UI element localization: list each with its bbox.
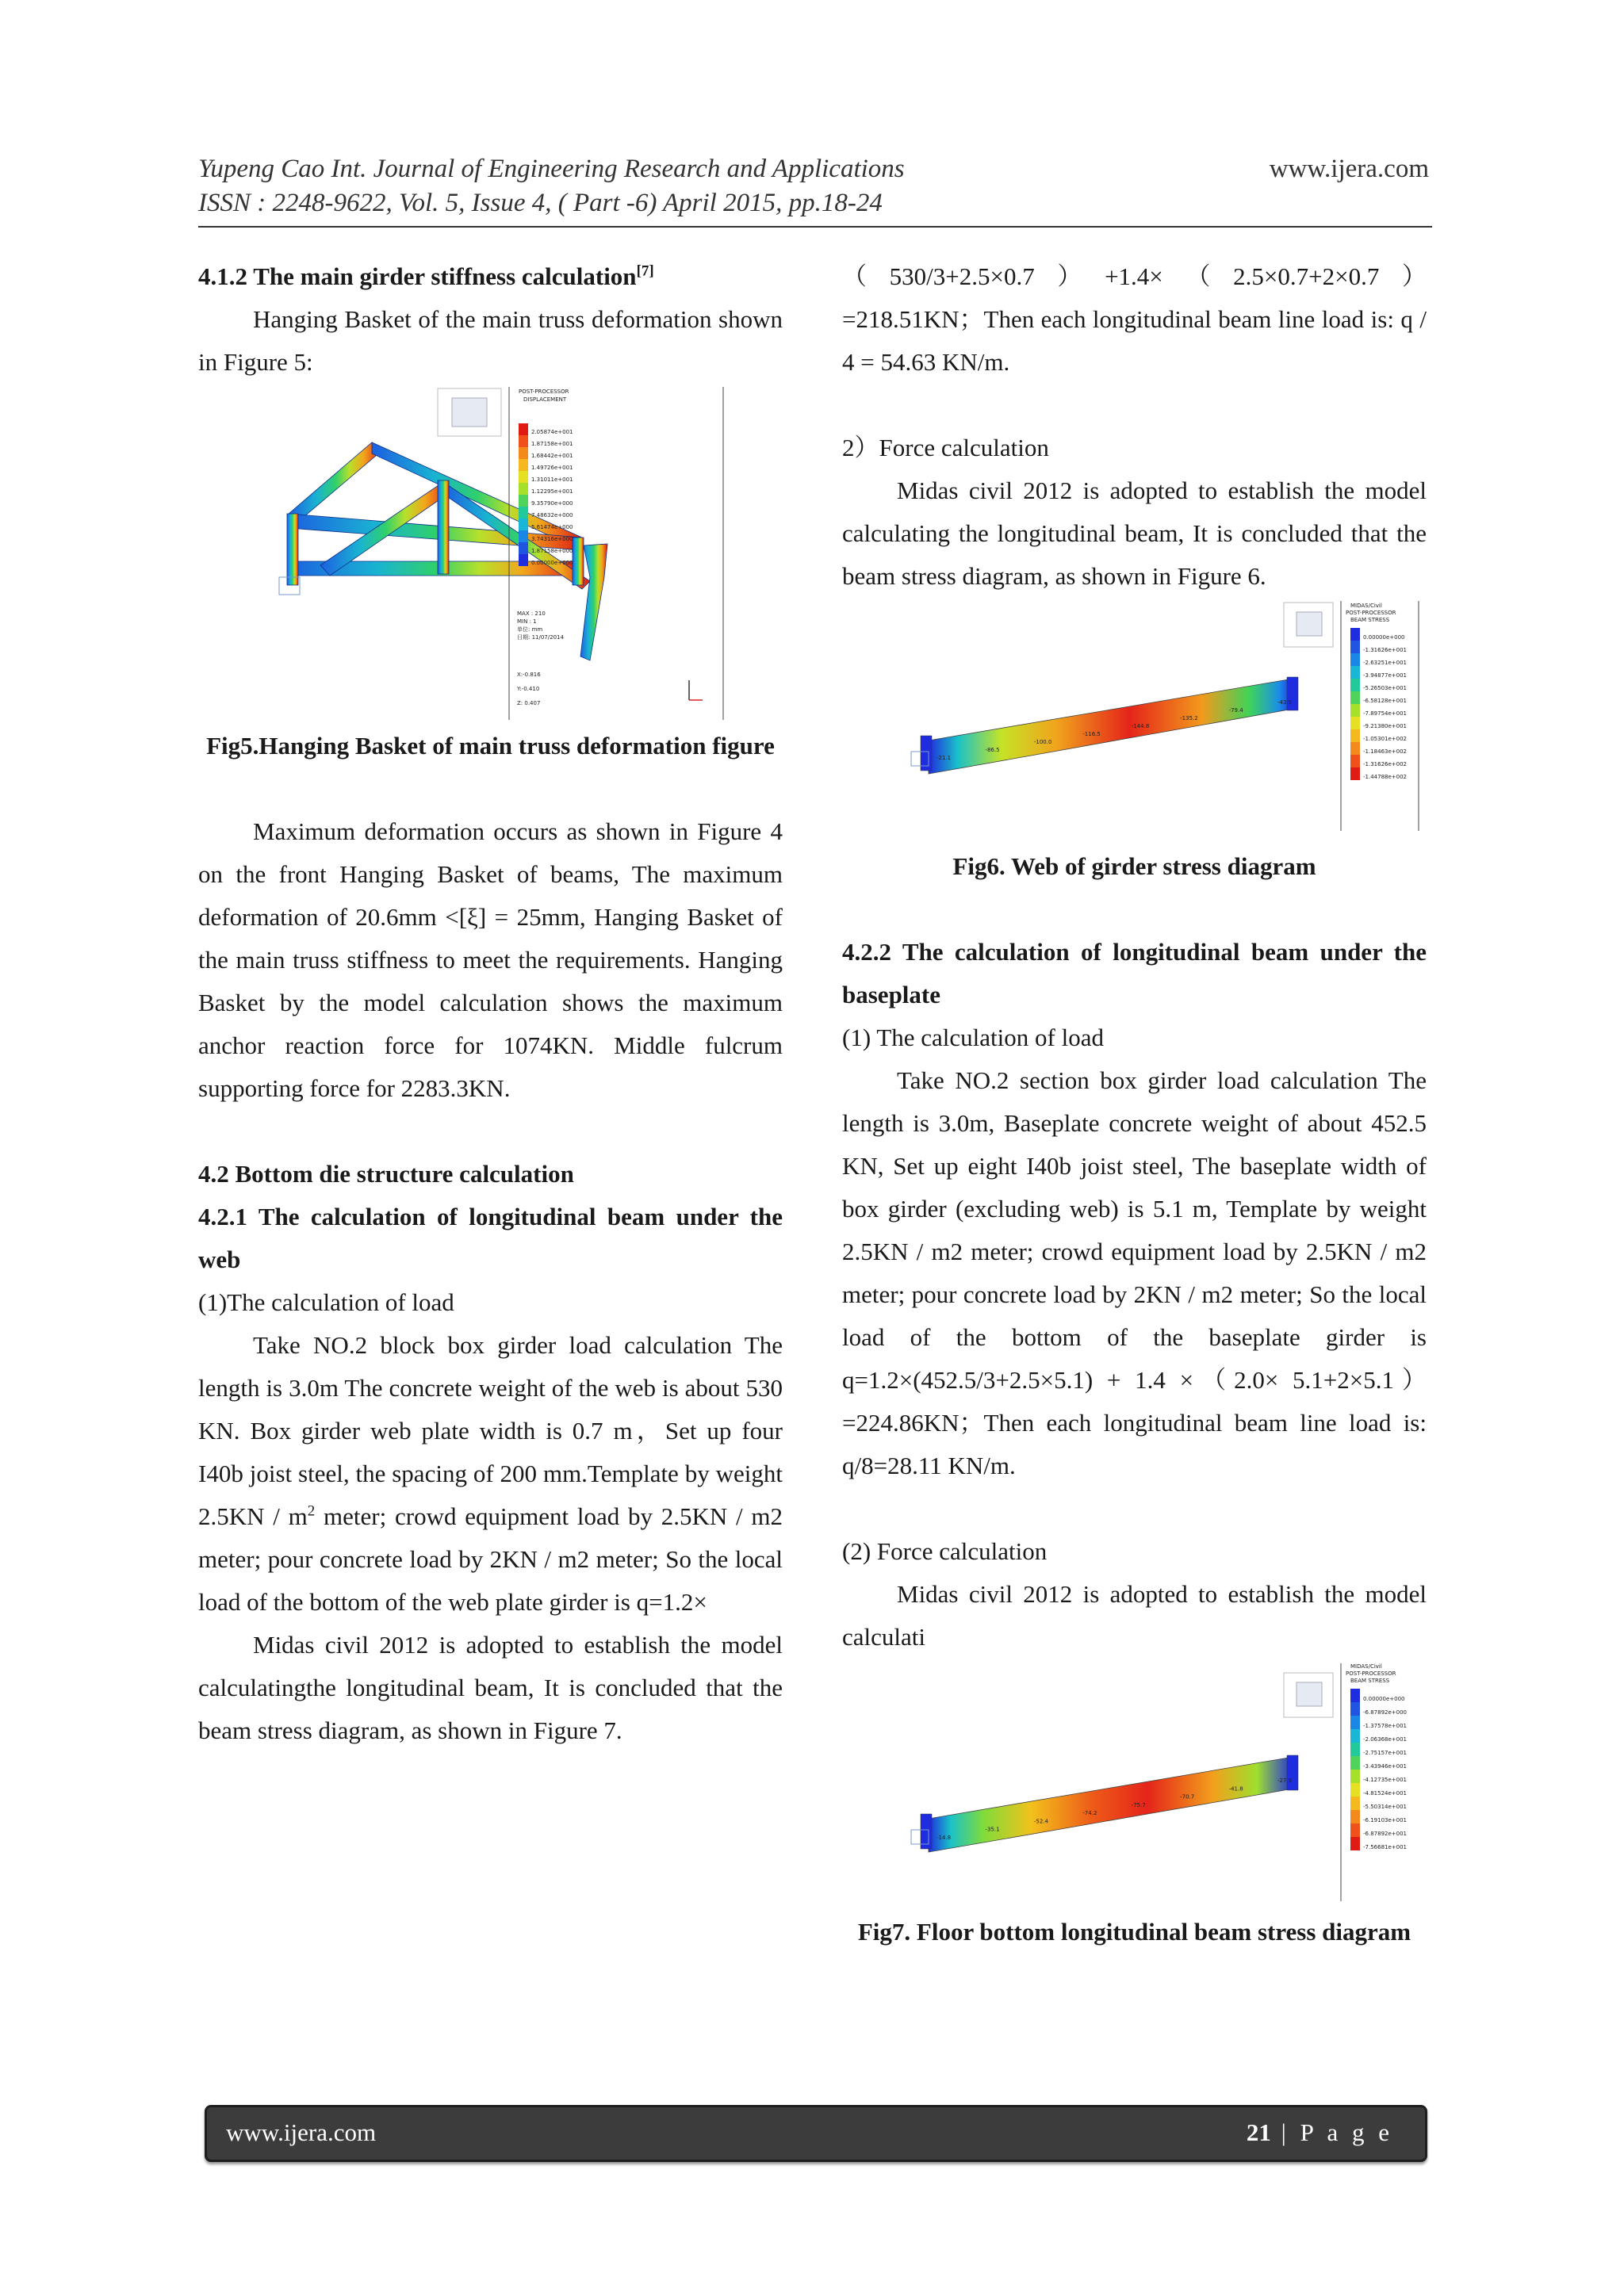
fig5-axis-y: Y:-0.410 [516, 686, 539, 692]
fig5-legend-value: 9.35790e+000 [530, 500, 573, 507]
fig6-legend-swatch [1350, 679, 1360, 691]
fig6-legend-swatch [1350, 628, 1360, 641]
fig5-legend-swatch [519, 554, 528, 566]
fig6-title3: BEAM STRESS [1350, 617, 1389, 623]
fig6-legend-swatch [1350, 641, 1360, 653]
fig7-legend-value: -4.12735e+001 [1362, 1777, 1407, 1783]
fig5-title2: DISPLACEMENT [523, 396, 566, 403]
fig5-legend-value: 1.87158e+000 [530, 548, 573, 554]
page-number: 21 | P a g e [1246, 2118, 1393, 2146]
paragraph: Hanging Basket of the main truss deformation shown in Figure 5: [198, 305, 783, 376]
paragraph: Take NO.2 section box girder load calculation The length is 3.0m, Baseplate concrete weight of about 452.5 KN, Set up eight I40b joist steel, The baseplate width of box girder (excluding web) is 5.1 m, Template by weight 2.5KN / m2 meter; crowd equipment load by 2.5KN / m2 meter; pour concrete load by 2KN / m2 meter; So the local load of the bottom of the baseplate girder is q=1.2×(452.5/3+2.5×5.1) + 1.4 ×（2.0× 5.1+2×5.1）=224.86KN；Then each longitudinal beam line load is: q/8=28.11 KN/m. [842, 1066, 1427, 1479]
fig6-legend-swatch [1350, 742, 1360, 755]
fig6-title1: MIDAS/Civil [1350, 603, 1382, 609]
fig6-legend-value: -7.89754e+001 [1362, 710, 1407, 717]
fig5-legend-value: 2.05874e+001 [530, 429, 573, 435]
fig6-legend-swatch [1350, 653, 1360, 666]
fig5-legend-value: 1.87158e+001 [530, 441, 573, 447]
fig5-legend-swatch [519, 495, 528, 507]
beam [929, 1757, 1293, 1852]
figure-5-caption: Fig5.Hanging Basket of main truss deformation figure [206, 732, 775, 760]
paragraph: Midas civil 2012 is adopted to establish the model calculating the longitudinal beam, It is concluded that the beam stress diagram, as shown in Figure 6. [842, 476, 1427, 590]
fig5-legend-swatch [519, 459, 528, 471]
fig7-legend-swatch [1350, 1770, 1360, 1783]
fig6-legend-swatch [1350, 666, 1360, 679]
fig6-stress-label: -135.2 [1179, 715, 1198, 721]
paragraph: （530/3+2.5×0.7）+1.4×（2.5×0.7+2×0.7）=218.51KN；Then each longitudinal beam line load is: q / 4 = 54.63 KN/m. [842, 262, 1427, 376]
journal-citation-line2: ISSN : 2248-9622, Vol. 5, Issue 4, ( Part -6) April 2015, pp.18-24 [198, 189, 883, 217]
fig7-legend-value: -2.06368e+001 [1362, 1736, 1407, 1743]
fig7-stress-label: -52.4 [1033, 1818, 1048, 1825]
fig5-info-0: MAX : 210 [516, 610, 546, 617]
fig7-stress-label: -75.7 [1131, 1801, 1146, 1808]
fig6-legend-swatch [1350, 729, 1360, 742]
fig6-stress-label: -100.0 [1033, 739, 1051, 745]
figure-5 [257, 387, 725, 720]
section-heading-4-2-1: 4.2.1 The calculation of longitudinal beam under the web [198, 1203, 783, 1273]
fig7-legend-value: -6.87892e+001 [1362, 1831, 1407, 1837]
fig7-legend-value: -5.50314e+001 [1362, 1804, 1407, 1810]
fig6-legend-swatch [1350, 691, 1360, 704]
fig6-legend-swatch [1350, 717, 1360, 729]
fig6-stress-label: -21.1 [936, 755, 951, 761]
section-heading-4-2: 4.2 Bottom die structure calculation [198, 1160, 574, 1188]
citation-ref[interactable]: [7] [636, 262, 654, 280]
fig7-legend-swatch [1350, 1689, 1360, 1702]
fig5-legend-swatch [519, 447, 528, 459]
fig7-legend-value: -7.56681e+001 [1362, 1844, 1407, 1850]
fig5-axis-x: X:-0.816 [516, 672, 541, 678]
fig7-legend-value: 0.00000e+000 [1362, 1696, 1404, 1702]
fig6-legend-value: -3.94877e+001 [1362, 672, 1407, 679]
fig7-legend-value: -3.43946e+001 [1362, 1763, 1407, 1770]
journal-website[interactable]: www.ijera.com [1269, 155, 1429, 183]
fig7-legend-value: -2.75157e+001 [1362, 1750, 1407, 1756]
fig6-legend-value: -5.26503e+001 [1362, 685, 1407, 691]
figure-7 [849, 1663, 1420, 1901]
fig7-legend-swatch [1350, 1810, 1360, 1823]
fig6-stress-label: -116.5 [1082, 731, 1101, 737]
fig7-stress-label: -27.9 [1277, 1777, 1292, 1784]
fig7-stress-label: -14.8 [936, 1835, 951, 1841]
fig5-legend-value: 1.12295e+001 [530, 488, 573, 495]
fig6-legend-value: -1.31626e+001 [1362, 647, 1407, 653]
paragraph: (1)The calculation of load [198, 1288, 454, 1316]
figure-6-caption: Fig6. Web of girder stress diagram [952, 852, 1316, 880]
paragraph: Take NO.2 block box girder load calculation The length is 3.0m The concrete weight of the web is about 530 KN. Box girder web plate width is 0.7 m，Set up four I40b joist steel, the spacing of 200 mm.Template by weight $2.5KN / m^2$ meter; crowd equipment load by 2.5KN / m2 meter; pour concrete load by 2KN / m2 meter; So the local load of the bottom of the web plate girder is q=1.2× [198, 1331, 783, 1616]
fig5-legend-swatch [519, 435, 528, 447]
fig7-legend-value: -1.37578e+001 [1362, 1723, 1407, 1729]
fig7-legend-swatch [1350, 1716, 1360, 1729]
paragraph: Midas civil 2012 is adopted to establish the model calculatingthe longitudinal beam, It is concluded that the beam stress diagram, as shown in Figure 7. [198, 1631, 783, 1744]
fig5-legend-swatch [519, 471, 528, 483]
fig6-stress-label: -86.5 [984, 747, 1000, 753]
fig6-legend-swatch [1350, 704, 1360, 717]
paragraph: 2）Force calculation [842, 434, 1049, 461]
journal-citation-line1: Yupeng Cao Int. Journal of Engineering Research and Applications [198, 155, 905, 183]
fig6-stress-label: -43.5 [1277, 699, 1292, 706]
fig6-legend-value: -6.58128e+001 [1362, 698, 1407, 704]
fig7-title3: BEAM STRESS [1350, 1678, 1389, 1684]
fig7-legend-swatch [1350, 1783, 1360, 1797]
fig6-stress-label: -79.4 [1228, 707, 1243, 714]
paragraph: Midas civil 2012 is adopted to establish the model calculati [842, 1580, 1427, 1651]
fig6-legend-swatch [1350, 755, 1360, 767]
fig7-stress-label: -41.8 [1228, 1785, 1243, 1793]
fig6-legend-value: 0.00000e+000 [1362, 634, 1404, 641]
fig7-stress-label: -70.7 [1179, 1793, 1194, 1800]
fig7-legend-swatch [1350, 1823, 1360, 1837]
right-column [842, 255, 1427, 1954]
fig5-legend-swatch [519, 519, 528, 530]
fig5-info-1: MIN : 1 [516, 618, 537, 625]
fig5-legend-value: 0.00000e+000 [530, 560, 573, 566]
fig6-legend-value: -9.21380e+001 [1362, 723, 1407, 729]
fig5-legend-value: 1.68442e+001 [530, 453, 573, 459]
fig5-legend-value: 1.31011e+001 [530, 476, 573, 483]
fig7-legend-swatch [1350, 1837, 1360, 1850]
paragraph: (2) Force calculation [842, 1537, 1048, 1565]
fig5-legend-value: 3.74316e+000 [530, 536, 573, 542]
fig5-legend-swatch [519, 423, 528, 435]
fig7-legend-value: -6.87892e+000 [1362, 1709, 1407, 1716]
fig7-legend-swatch [1350, 1756, 1360, 1770]
fig7-title1: MIDAS/Civil [1350, 1663, 1382, 1670]
fig5-legend-swatch [519, 542, 528, 554]
fig7-legend-value: -6.19103e+001 [1362, 1817, 1407, 1823]
header-rule [198, 226, 1432, 228]
section-heading-4-2-2: 4.2.2 The calculation of longitudinal beam under the baseplate [842, 938, 1427, 1008]
section-heading-4-1-2: 4.1.2 The main girder stiffness calculation[7] [198, 262, 654, 290]
floor-beam-stress-image [849, 1663, 1420, 1901]
fig5-axis-z: Z: 0.407 [516, 700, 540, 706]
fig6-legend-value: -1.44788e+002 [1362, 774, 1407, 780]
fig7-legend-swatch [1350, 1797, 1360, 1810]
fig7-legend-swatch [1350, 1729, 1360, 1743]
fig6-legend-value: -1.18463e+002 [1362, 748, 1407, 755]
fig6-title2: POST-PROCESSOR [1345, 610, 1396, 616]
fig6-legend-value: -1.31626e+002 [1362, 761, 1407, 767]
fig5-title1: POST-PROCESSOR [518, 388, 569, 395]
web-girder-stress-image [849, 601, 1420, 831]
footer-website[interactable]: www.ijera.com [226, 2118, 377, 2146]
fig7-legend-swatch [1350, 1702, 1360, 1716]
truss-deformation-image [257, 387, 725, 720]
figure-7-caption: Fig7. Floor bottom longitudinal beam stress diagram [857, 1918, 1411, 1946]
fig7-stress-label: -74.2 [1082, 1810, 1097, 1817]
fig5-legend-value: 5.61474e+000 [530, 524, 573, 530]
fig7-legend-value: -4.81524e+001 [1362, 1790, 1407, 1797]
fig5-legend-value: 7.48632e+000 [530, 512, 573, 519]
fig5-info-2: 单位: mm [516, 626, 542, 633]
fig5-legend-swatch [519, 483, 528, 495]
fig5-legend-value: 1.49726e+001 [530, 465, 573, 471]
paragraph: Maximum deformation occurs as shown in Figure 4 on the front Hanging Basket of beams, The maximum deformation of 20.6mm <[ξ] = 25mm, Hanging Basket of the main truss stiffness to meet the requirements. Hanging Basket by the model calculation shows the maximum anchor reaction force for 1074KN. Middle fulcrum supporting force for 2283.3KN. [198, 817, 783, 1102]
fig7-legend-swatch [1350, 1743, 1360, 1756]
fig5-legend-swatch [519, 507, 528, 519]
figure-6 [849, 601, 1420, 831]
page-footer [205, 2105, 1427, 2162]
fig7-title2: POST-PROCESSOR [1345, 1670, 1396, 1677]
fig5-info-3: 日期: 11/07/2014 [516, 634, 564, 641]
left-column [198, 255, 783, 1752]
fig6-legend-value: -1.05301e+002 [1362, 736, 1407, 742]
fig5-legend-swatch [519, 530, 528, 542]
beam [929, 679, 1293, 774]
fig6-legend-swatch [1350, 767, 1360, 780]
fig6-stress-label: -144.8 [1131, 723, 1149, 729]
fig6-legend-value: -2.63251e+001 [1362, 660, 1407, 666]
paragraph: (1) The calculation of load [842, 1024, 1104, 1051]
fig7-stress-label: -35.1 [984, 1826, 1000, 1833]
